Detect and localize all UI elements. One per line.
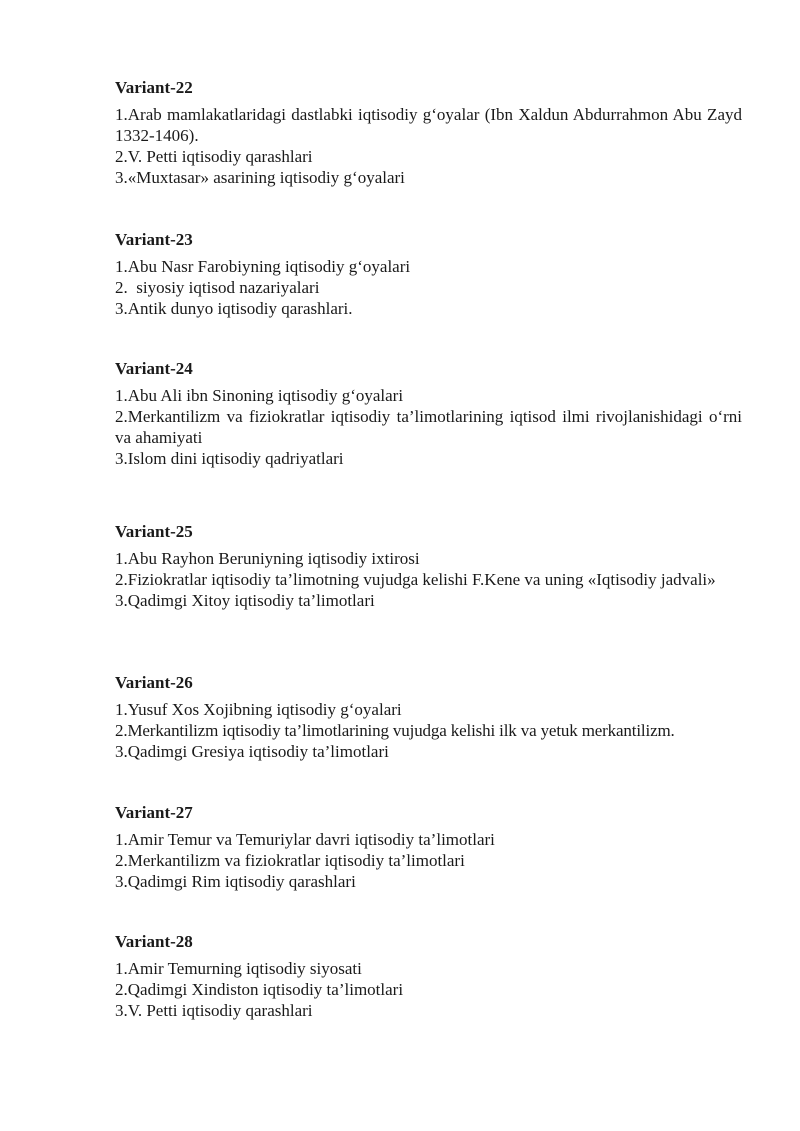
variant-item: 1.Abu Ali ibn Sinoning iqtisodiy g‘oyalari bbox=[115, 386, 404, 405]
variant-section bbox=[115, 230, 742, 319]
variant-item: 2.Merkantilizm iqtisodiy ta’limotlarining vujudga kelishi ilk va yetuk merkantilizm. bbox=[115, 721, 675, 740]
variant-section bbox=[115, 803, 742, 892]
variant-title: Variant-26 bbox=[115, 673, 193, 692]
variant-item: 3.Qadimgi Rim iqtisodiy qarashlari bbox=[115, 872, 356, 891]
variant-section bbox=[115, 359, 742, 469]
variant-item: 2.Merkantilizm va fiziokratlar iqtisodiy ta’limotlarining iqtisod ilmi rivojlanishidagi o‘rni va ahamiyati bbox=[115, 407, 742, 447]
variant-section bbox=[115, 673, 742, 762]
variant-item: 3.Antik dunyo iqtisodiy qarashlari. bbox=[115, 299, 353, 318]
variant-item: 2.Qadimgi Xindiston iqtisodiy ta’limotlari bbox=[115, 980, 404, 999]
variant-item: 1.Yusuf Xos Xojibning iqtisodiy g‘oyalari bbox=[115, 700, 402, 719]
variant-title: Variant-27 bbox=[115, 803, 193, 822]
variant-title: Variant-25 bbox=[115, 522, 193, 541]
variant-title: Variant-24 bbox=[115, 359, 193, 378]
variant-item: 2.Fiziokratlar iqtisodiy ta’limotning vujudga kelishi F.Kene va uning «Iqtisodiy jadvali» bbox=[115, 570, 716, 589]
variant-item: 3.«Muxtasar» asarining iqtisodiy g‘oyalari bbox=[115, 168, 405, 187]
variant-item: 1.Amir Temurning iqtisodiy siyosati bbox=[115, 959, 362, 978]
variant-item: 2. siyosiy iqtisod nazariyalari bbox=[115, 278, 320, 297]
variant-title: Variant-22 bbox=[115, 78, 193, 97]
variant-title: Variant-28 bbox=[115, 932, 193, 951]
variant-item: 2.Merkantilizm va fiziokratlar iqtisodiy ta’limotlari bbox=[115, 851, 465, 870]
variant-title: Variant-23 bbox=[115, 230, 193, 249]
variant-item: 3.Qadimgi Xitoy iqtisodiy ta’limotlari bbox=[115, 591, 375, 610]
variant-section bbox=[115, 78, 742, 188]
variant-item: 3.V. Petti iqtisodiy qarashlari bbox=[115, 1001, 313, 1020]
variant-section bbox=[115, 522, 742, 611]
variant-item: 3.Islom dini iqtisodiy qadriyatlari bbox=[115, 449, 344, 468]
variant-item: 1.Abu Nasr Farobiyning iqtisodiy g‘oyalari bbox=[115, 257, 411, 276]
variant-item: 1.Arab mamlakatlaridagi dastlabki iqtisodiy g‘oyalar (Ibn Xaldun Abdurrahmon Abu Zayd 1332-1406). bbox=[115, 105, 742, 145]
variant-item: 1.Abu Rayhon Beruniyning iqtisodiy ixtirosi bbox=[115, 549, 420, 568]
variant-item: 3.Qadimgi Gresiya iqtisodiy ta’limotlari bbox=[115, 742, 389, 761]
variant-section bbox=[115, 932, 742, 1021]
variant-item: 1.Amir Temur va Temuriylar davri iqtisodiy ta’limotlari bbox=[115, 830, 495, 849]
variant-item: 2.V. Petti iqtisodiy qarashlari bbox=[115, 147, 313, 166]
